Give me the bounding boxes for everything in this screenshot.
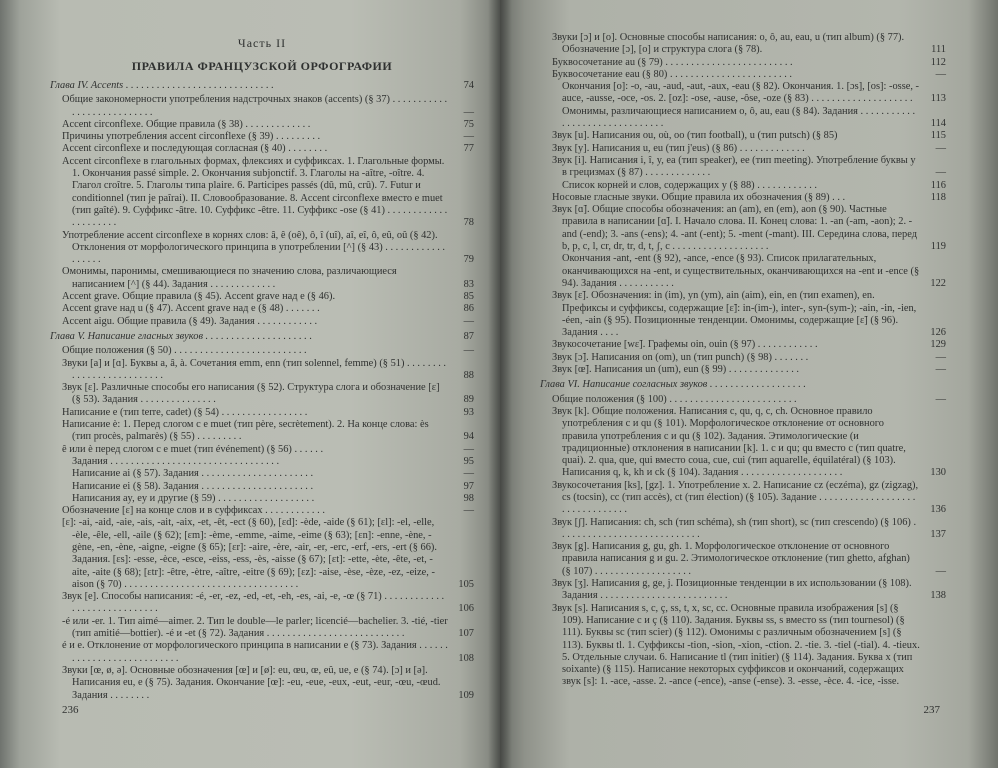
- toc-entry-text: Написания ay, ey и другие (§ 59) . . . . . . . . . . . . . . . . . . .: [72, 492, 315, 504]
- toc-entry-text: Омонимы, паронимы, смешивающиеся по значению слова, различающиеся написанием [^] (§ 44). Задания . . . . . . . . . . . . .: [62, 266, 397, 290]
- toc-entry: [50, 94, 474, 119]
- toc-entry: [540, 130, 946, 142]
- toc-entry-page: —: [935, 565, 946, 577]
- toc-entry-text: Accent grave. Общие правила (§ 45). Accent grave над e (§ 46).: [62, 291, 336, 303]
- toc-entry: [540, 541, 946, 578]
- toc-entry: [540, 180, 946, 192]
- toc-entry-page: 136: [930, 504, 946, 516]
- toc-entry-text: Употребление accent circonflexe в корнях слов: â, ê (oê), ô, î (uî), aî, eî, ô, eû, oû (§ 42). Отклонения от морфологического принципа в употреблении [^] (§ 43) . . . . . . . . . . . . . . . . . .: [62, 229, 446, 266]
- toc-entry-page: —: [935, 68, 946, 80]
- toc-entry-page: 79: [463, 254, 474, 266]
- toc-entry-text: Accent grave над u (§ 47). Accent grave над e (§ 48) . . . . . . .: [62, 303, 320, 315]
- toc-entry: [50, 505, 474, 517]
- toc-entry-text: Звук [k]. Общие положения. Написания c, qu, q, c, ch. Основное правило употребления c и qu (§ 101). Морфологическое отклонение от основного правила употребления c и qu (§ 102). Задания. Этимологические (и традиционные) отклонения в написании [k]. 1. c и qu; qu вместо c (тип quatre, quai). 2. qua, que, qui вместо coua, cue, cui (тип aquarelle, équilatéral) (§ 103). Написания q, k, kh и ck (§ 104). Задания . . . . . . . . . . . . . . . . . . . .: [552, 405, 906, 479]
- toc-entry-page: —: [935, 351, 946, 363]
- toc-entry: [540, 352, 946, 364]
- toc-entry-page: 83: [463, 278, 474, 290]
- toc-entry-text: Обозначение [ɛ] на конце слов и в суффиксах . . . . . . . . . . . .: [62, 505, 325, 517]
- toc-entry-page: 114: [930, 118, 946, 130]
- toc-entry-page: 98: [463, 492, 474, 504]
- toc-entry-text: Звук [i]. Написания i, î, y, ea (тип speaker), ee (тип meeting). Употребление буквы y в грецизмах (§ 87) . . . . . . . . . . . . .: [552, 154, 916, 179]
- toc-entry-text: Причины употребления accent circonflexe (§ 39) . . . . . . . . .: [62, 131, 321, 143]
- right-page: [500, 0, 998, 768]
- toc-entry: [540, 143, 946, 155]
- toc-entry-page: 93: [463, 406, 474, 418]
- toc-entry-text: Общие положения (§ 50) . . . . . . . . . . . . . . . . . . . . . . . . . .: [62, 345, 307, 357]
- toc-entry-page: 115: [930, 130, 946, 142]
- toc-entry: [50, 481, 474, 493]
- toc-entry-text: Accent circonflexe и последующая согласная (§ 40) . . . . . . . .: [62, 143, 328, 155]
- toc-entry-page: 113: [930, 93, 946, 105]
- toc-entry: [50, 291, 474, 303]
- toc-entry: [50, 266, 474, 291]
- toc-entry-text: Носовые гласные звуки. Общие правила их обозначения (§ 89) . . .: [552, 191, 846, 203]
- toc-entry-page: 138: [930, 590, 946, 602]
- toc-entry: [540, 480, 946, 517]
- toc-entry: [50, 493, 474, 505]
- toc-entry-page: —: [463, 345, 474, 357]
- toc-entry: [50, 456, 474, 468]
- toc-entry: [50, 665, 474, 702]
- part-title: Часть II: [237, 36, 287, 50]
- toc-entry-text: Звук [ʃ]. Написания: ch, sch (тип schéma), sh (тип short), sc (тип crescendo) (§ 106) . . . . . . . . . . . . . . . . . . . . . . . . . . . .: [552, 516, 917, 540]
- toc-entry-text: Общие положения (§ 100) . . . . . . . . . . . . . . . . . . . . . . . . .: [552, 393, 797, 405]
- section-title: ПРАВИЛА ФРАНЦУЗСКОЙ ОРФОГРАФИИ: [131, 59, 393, 73]
- toc-entry-page: 126: [930, 327, 946, 339]
- toc-entry: [50, 419, 474, 444]
- toc-entry: [540, 155, 946, 180]
- toc-entry-text: Окончания [o]: -o, -au, -aud, -aut, -aux, -eau (§ 82). Окончания. 1. [ɔs], [os]: -osse, -auce, -ausse, -oce, -os. 2. [oz]: -ose, -ause, -ôse, -oze (§ 83) . . . . . . . . . . . . . . . . . . . .: [562, 81, 919, 105]
- toc-chapter: [540, 379, 946, 391]
- toc-entry-page: 130: [930, 467, 946, 479]
- toc-entry-text: Список корней и слов, содержащих y (§ 88) . . . . . . . . . . . .: [562, 179, 817, 191]
- toc-entry: [540, 517, 946, 542]
- toc-entry: [50, 407, 474, 419]
- toc-entry: [50, 303, 474, 315]
- toc-entry-page: —: [463, 443, 474, 455]
- toc-left: [50, 80, 474, 702]
- toc-entry: [540, 253, 946, 290]
- page-number-left: 236: [62, 704, 79, 716]
- toc-entry: [540, 81, 946, 106]
- toc-entry: [50, 640, 474, 665]
- toc-entry-text: Звуки [ɔ] и [o]. Основные способы написания: o, ô, au, eau, u (тип album) (§ 77). Обозначение [ɔ], [o] и структура слога (§ 78).: [552, 32, 905, 56]
- toc-entry-text: Глава V. Написание гласных звуков . . . . . . . . . . . . . . . . . . . . .: [50, 330, 313, 342]
- toc-entry-text: é и e. Отклонение от морфологического принципа в написании e (§ 73). Задания . . . . . . . . . . . . . . . . . . . . . . . . . . .: [62, 640, 448, 664]
- toc-entry-text: Буквосочетание eau (§ 80) . . . . . . . . . . . . . . . . . . . . . . . .: [552, 68, 793, 80]
- toc-entry-page: —: [463, 315, 474, 327]
- toc-entry: [50, 517, 474, 591]
- toc-entry: [540, 57, 946, 69]
- toc-chapter: [50, 80, 474, 92]
- toc-entry: [540, 339, 946, 351]
- toc-entry-text: Звук [ɛ]. Различные способы его написания (§ 52). Структура слога и обозначение [ɛ] (§ 53). Задания . . . . . . . . . . . . . . .: [62, 382, 440, 406]
- toc-entry: [50, 345, 474, 357]
- toc-entry-text: Accent aigu. Общие правила (§ 49). Задания . . . . . . . . . . . .: [62, 315, 318, 327]
- toc-entry-page: 111: [931, 44, 946, 56]
- toc-entry-text: Звуки [a] и [ɑ]. Буквы a, â, à. Сочетания emm, enn (тип solennel, femme) (§ 51) . . . . . . . . . . . . . . . . . . . . . . . . . .: [62, 357, 447, 381]
- toc-entry-text: Буквосочетание au (§ 79) . . . . . . . . . . . . . . . . . . . . . . . . .: [552, 56, 793, 68]
- toc-entry-text: Задания . . . . . . . . . . . . . . . . . . . . . . . . . . . . . . . . .: [72, 455, 280, 467]
- toc-entry: [50, 382, 474, 407]
- toc-entry-text: Звук [s]. Написания s, c, ç, ss, t, x, sc, cc. Основные правила изображения [s] (§ 109). Написание c и ç (§ 110). Задания. Буквы ss, s вместо ss (тип tournesol) (§ 111). Буквы sc (тип scier) (§ 112). Омонимы с различным обозначением [s] (§ 113). Буквы tl. 1. Суффиксы -tion, -sion, -xion, -ction. 2. -tie. 3. -tiel (-tial). 4. -tieux. 5. Отдельные случаи. 6. Написание tl (тип initier) (§ 114). Задания. Буква x (тип soixante) (§ 115). Написание некоторых суффиксов и окончаний, содержащих звук [s]: 1. -ace, -asse. 2. -ance (-ence), -anse (-ense). 3. -esse, -èce. 4. -ice, -isse.: [552, 602, 920, 688]
- toc-entry: [540, 32, 946, 57]
- toc-entry: [540, 578, 946, 603]
- toc-entry: [540, 406, 946, 480]
- toc-entry-text: Звук [ɔ̃]. Написания on (om), un (тип punch) (§ 98) . . . . . . .: [552, 351, 809, 363]
- toc-entry-text: Написание e (тип terre, cadet) (§ 54) . . . . . . . . . . . . . . . . .: [62, 406, 308, 418]
- toc-entry-page: 119: [930, 241, 946, 253]
- toc-entry-text: Написание è: 1. Перед слогом с e muet (тип père, secrètement). 2. На конце слова: ès (тип procès, palmarès) (§ 55) . . . . . . . . .: [62, 419, 429, 443]
- toc-entry-text: Звукосочетания [ks], [gz]. 1. Употребление x. 2. Написание cz (eczéma), gz (zigzag), cs (tocsin), cc (тип accès), ct (тип élection) (§ 105). Задание . . . . . . . . . . . . . . . . . . . . . . . . . . . . . . . .: [552, 479, 919, 516]
- toc-entry-page: —: [935, 142, 946, 154]
- toc-entry-page: —: [463, 131, 474, 143]
- toc-entry-text: Звук [ɑ̃]. Общие способы обозначения: an (am), en (em), aon (§ 90). Частные правила в написании [ɑ̃]. I. Начало слова. II. Конец слова: 1. -an (-am, -aon); 2. -and (-end); 3. -ans (-ens); 4. -ant (-ent); 5. -ment (-mant). III. Середина слова, перед b, p, c, l, cr, dr, tr, d, t, ʃ, c . . . . . . . . . . . . . . . . . . .: [552, 204, 917, 253]
- toc-entry-page: 78: [463, 217, 474, 229]
- toc-entry-page: 88: [463, 369, 474, 381]
- toc-entry-text: Написание ei (§ 58). Задания . . . . . . . . . . . . . . . . . . . . . .: [72, 480, 314, 492]
- page-number-right: 237: [923, 704, 940, 716]
- toc-entry-text: Звук [e]. Способы написания: -é, -er, -ez, -ed, -et, -eh, -es, -ai, -e, -œ (§ 71) . . . . . . . . . . . . . . . . . . . . . . . . . . . . .: [62, 591, 445, 615]
- toc-entry: [50, 591, 474, 616]
- toc-entry-page: —: [463, 468, 474, 480]
- toc-entry-page: —: [463, 505, 474, 517]
- toc-entry-text: Accent circonflexe. Общие правила (§ 38) . . . . . . . . . . . . .: [62, 118, 311, 130]
- toc-entry-page: 112: [930, 56, 946, 68]
- toc-entry: [540, 603, 946, 689]
- toc-entry: [50, 230, 474, 267]
- toc-entry-text: Омонимы, различающиеся написанием o, ô, au, eau (§ 84). Задания . . . . . . . . . . . . . . . . . . . . . . . . . . . . . . .: [562, 105, 916, 130]
- toc-entry-page: 87: [463, 330, 474, 342]
- toc-entry-page: 89: [463, 394, 474, 406]
- toc-entry-text: Звук [g]. Написания g, gu, gh. 1. Морфологическое отклонение от основного правила написания g и gu. 2. Этимологическое отклонение (тип ghetto, afghan) (§ 107) . . . . . . . . . . . . . . . . . . .: [552, 541, 910, 577]
- toc-entry-page: 94: [463, 431, 474, 443]
- toc-entry-page: 107: [458, 628, 474, 640]
- toc-entry-page: 95: [463, 455, 474, 467]
- toc-entry-page: 108: [458, 652, 474, 664]
- toc-entry-page: 118: [930, 191, 946, 203]
- toc-entry-text: Звук [y]. Написания u, eu (тип j'eus) (§ 86) . . . . . . . . . . . . .: [552, 142, 805, 154]
- toc-entry-page: —: [935, 364, 946, 376]
- toc-entry-text: Звукосочетание [wɛ̃]. Графемы oin, ouin (§ 97) . . . . . . . . . . . .: [552, 339, 818, 351]
- toc-entry: [50, 316, 474, 328]
- toc-entry-text: Глава VI. Написание согласных звуков . . . . . . . . . . . . . . . . . . .: [540, 379, 807, 391]
- toc-entry: [50, 119, 474, 131]
- toc-entry-page: 97: [463, 480, 474, 492]
- toc-entry-page: 109: [458, 689, 474, 701]
- toc-right: [540, 32, 946, 689]
- toc-entry: [540, 394, 946, 406]
- toc-entry-text: ê или è перед слогом с e muet (тип événement) (§ 56) . . . . . .: [62, 443, 324, 455]
- toc-entry-page: 86: [463, 303, 474, 315]
- toc-entry-page: 116: [930, 179, 946, 191]
- toc-entry-page: 77: [463, 143, 474, 155]
- toc-entry-text: Окончания -ant, -ent (§ 92), -ance, -ence (§ 93). Список прилагательных, оканчивающихся на -ent, и существительных, оканчивающихся на -ent и -ence (§ 94). Задания . . . . . . . . . . .: [562, 253, 920, 289]
- toc-entry-page: 137: [930, 528, 946, 540]
- toc-entry-page: 75: [463, 118, 474, 130]
- toc-entry-page: 105: [458, 578, 474, 590]
- toc-entry: [540, 106, 946, 131]
- toc-entry-page: 122: [930, 277, 946, 289]
- toc-entry: [50, 468, 474, 480]
- toc-entry-text: Написание ai (§ 57). Задания . . . . . . . . . . . . . . . . . . . . . .: [72, 468, 314, 480]
- toc-entry-text: Звук [ɛ̃]. Обозначения: in (im), yn (ym), ain (aim), ein, en (тип examen), en. Префиксы и суффиксы, содержащие [ɛ̃]: in-(im-), inter-, syn-(sym-); -ain, -in, -ien, -éen, -ain (§ 95). Позиционные тенденции. Омонимы, содержащие [ɛ̃] (§ 96). Задания . . . .: [552, 290, 917, 339]
- toc-entry-text: [ɛ]: -ai, -aid, -aie, -ais, -ait, -aix, -et, -êt, -ect (§ 60), [ɛd]: -ède, -aide (§ 61); [ɛl]: -el, -elle, -èle, -êle, -ell, -aile (§ 62); [ɛm]: -ème, -emme, -aime, -eime (§ 63); [ɛn]: -enne, -ène, -gène, -en, -ène, -aigne, -eigne (§ 65); [ɛr]: -aire, -ère, -air, -er, -erc, -erf, -ers, -ert (§ 66). Задания. [ɛs]: -esse, -èce, -esce, -eiss, -ess, -ès, -aisse (§ 67); [ɛt]: -ette, -ète, -ête, -et, -aite, -aite (§ 68); [ɛtr]: -être, -ètre, -aître, -eitre (§ 69); [ɛz]: -aise, -èse, -èze, -ez, -eize, -aison (§ 70) . . . . . . . . . . . . . . . . . . . . . . . . . . . . . . . . . .: [62, 517, 437, 590]
- toc-entry-text: Звук [u]. Написания ou, où, oo (тип football), u (тип putsch) (§ 85): [552, 130, 838, 142]
- toc-entry-text: -é или -er. 1. Тип aimé—aimer. 2. Тип le double—le parler; licencié—bachelier. 3. -tié, -tier (тип amitié—bottier). -é и -et (§ 72). Задания . . . . . . . . . . . . . . . . . . . . . . . . . . .: [62, 615, 448, 640]
- toc-entry-text: Общие закономерности употребления надстрочных знаков (accents) (§ 37) . . . . . . . . . . . . . . . . . . . . . . . . . . .: [62, 94, 448, 118]
- toc-entry: [50, 156, 474, 230]
- toc-entry-page: 74: [463, 80, 474, 91]
- toc-entry-page: —: [935, 393, 946, 405]
- toc-entry: [540, 204, 946, 253]
- toc-entry: [50, 616, 474, 641]
- toc-entry-text: Звук [ʒ]. Написания g, ge, j. Позиционные тенденции в их использовании (§ 108). Задания . . . . . . . . . . . . . . . . . . . . . . . . .: [552, 578, 912, 602]
- toc-entry-page: 85: [463, 291, 474, 303]
- toc-entry-page: —: [935, 167, 946, 179]
- toc-entry: [50, 131, 474, 143]
- toc-entry-page: —: [463, 106, 474, 118]
- toc-entry: [50, 444, 474, 456]
- toc-chapter: [50, 331, 474, 343]
- toc-entry-page: 106: [458, 603, 474, 615]
- book-gutter: [488, 0, 512, 768]
- toc-entry-text: Accent circonflexe в глагольных формах, флексиях и суффиксах. 1. Глагольные формы. 1. Окончания passé simple. 2. Окончания subjonctif. 3. Глаголы на -aître, -oître. 4. Глагол croître. 5. Глаголы типа plaire. 6. Participes passés (dû, mû, crû). 7. Futur и conditionnel (тип je paîrai). II. Словообразование. 8. Accent circonflexe вместо e muet (тип gaîté). 9. Суффикс -âtre. 10. Суффикс -être. 11. Суффикс -ose (§ 41) . . . . . . . . . . . . . . . . . . . . .: [62, 155, 448, 229]
- toc-entry: [50, 358, 474, 383]
- toc-entry: [50, 143, 474, 155]
- toc-entry-text: Звук [œ̃]. Написания un (um), eun (§ 99) . . . . . . . . . . . . . .: [552, 364, 799, 376]
- toc-entry-page: 129: [930, 339, 946, 351]
- toc-entry-text: Глава IV. Accents . . . . . . . . . . . . . . . . . . . . . . . . . . . . .: [50, 80, 274, 91]
- toc-entry: [540, 69, 946, 81]
- toc-entry: [540, 364, 946, 376]
- toc-entry: [540, 290, 946, 339]
- toc-entry: [540, 192, 946, 204]
- toc-entry-text: Звуки [œ, ø, ə]. Основные обозначения [œ] и [ø]: eu, œu, œ, eû, ue, e (§ 74). [ɔ] и [ə]. Написания eu, e (§ 75). Задания. Окончание [œ]: -eu, -eue, -eux, -eut, -eur, -œu, -œud. Задания . . . . . . . .: [62, 664, 441, 701]
